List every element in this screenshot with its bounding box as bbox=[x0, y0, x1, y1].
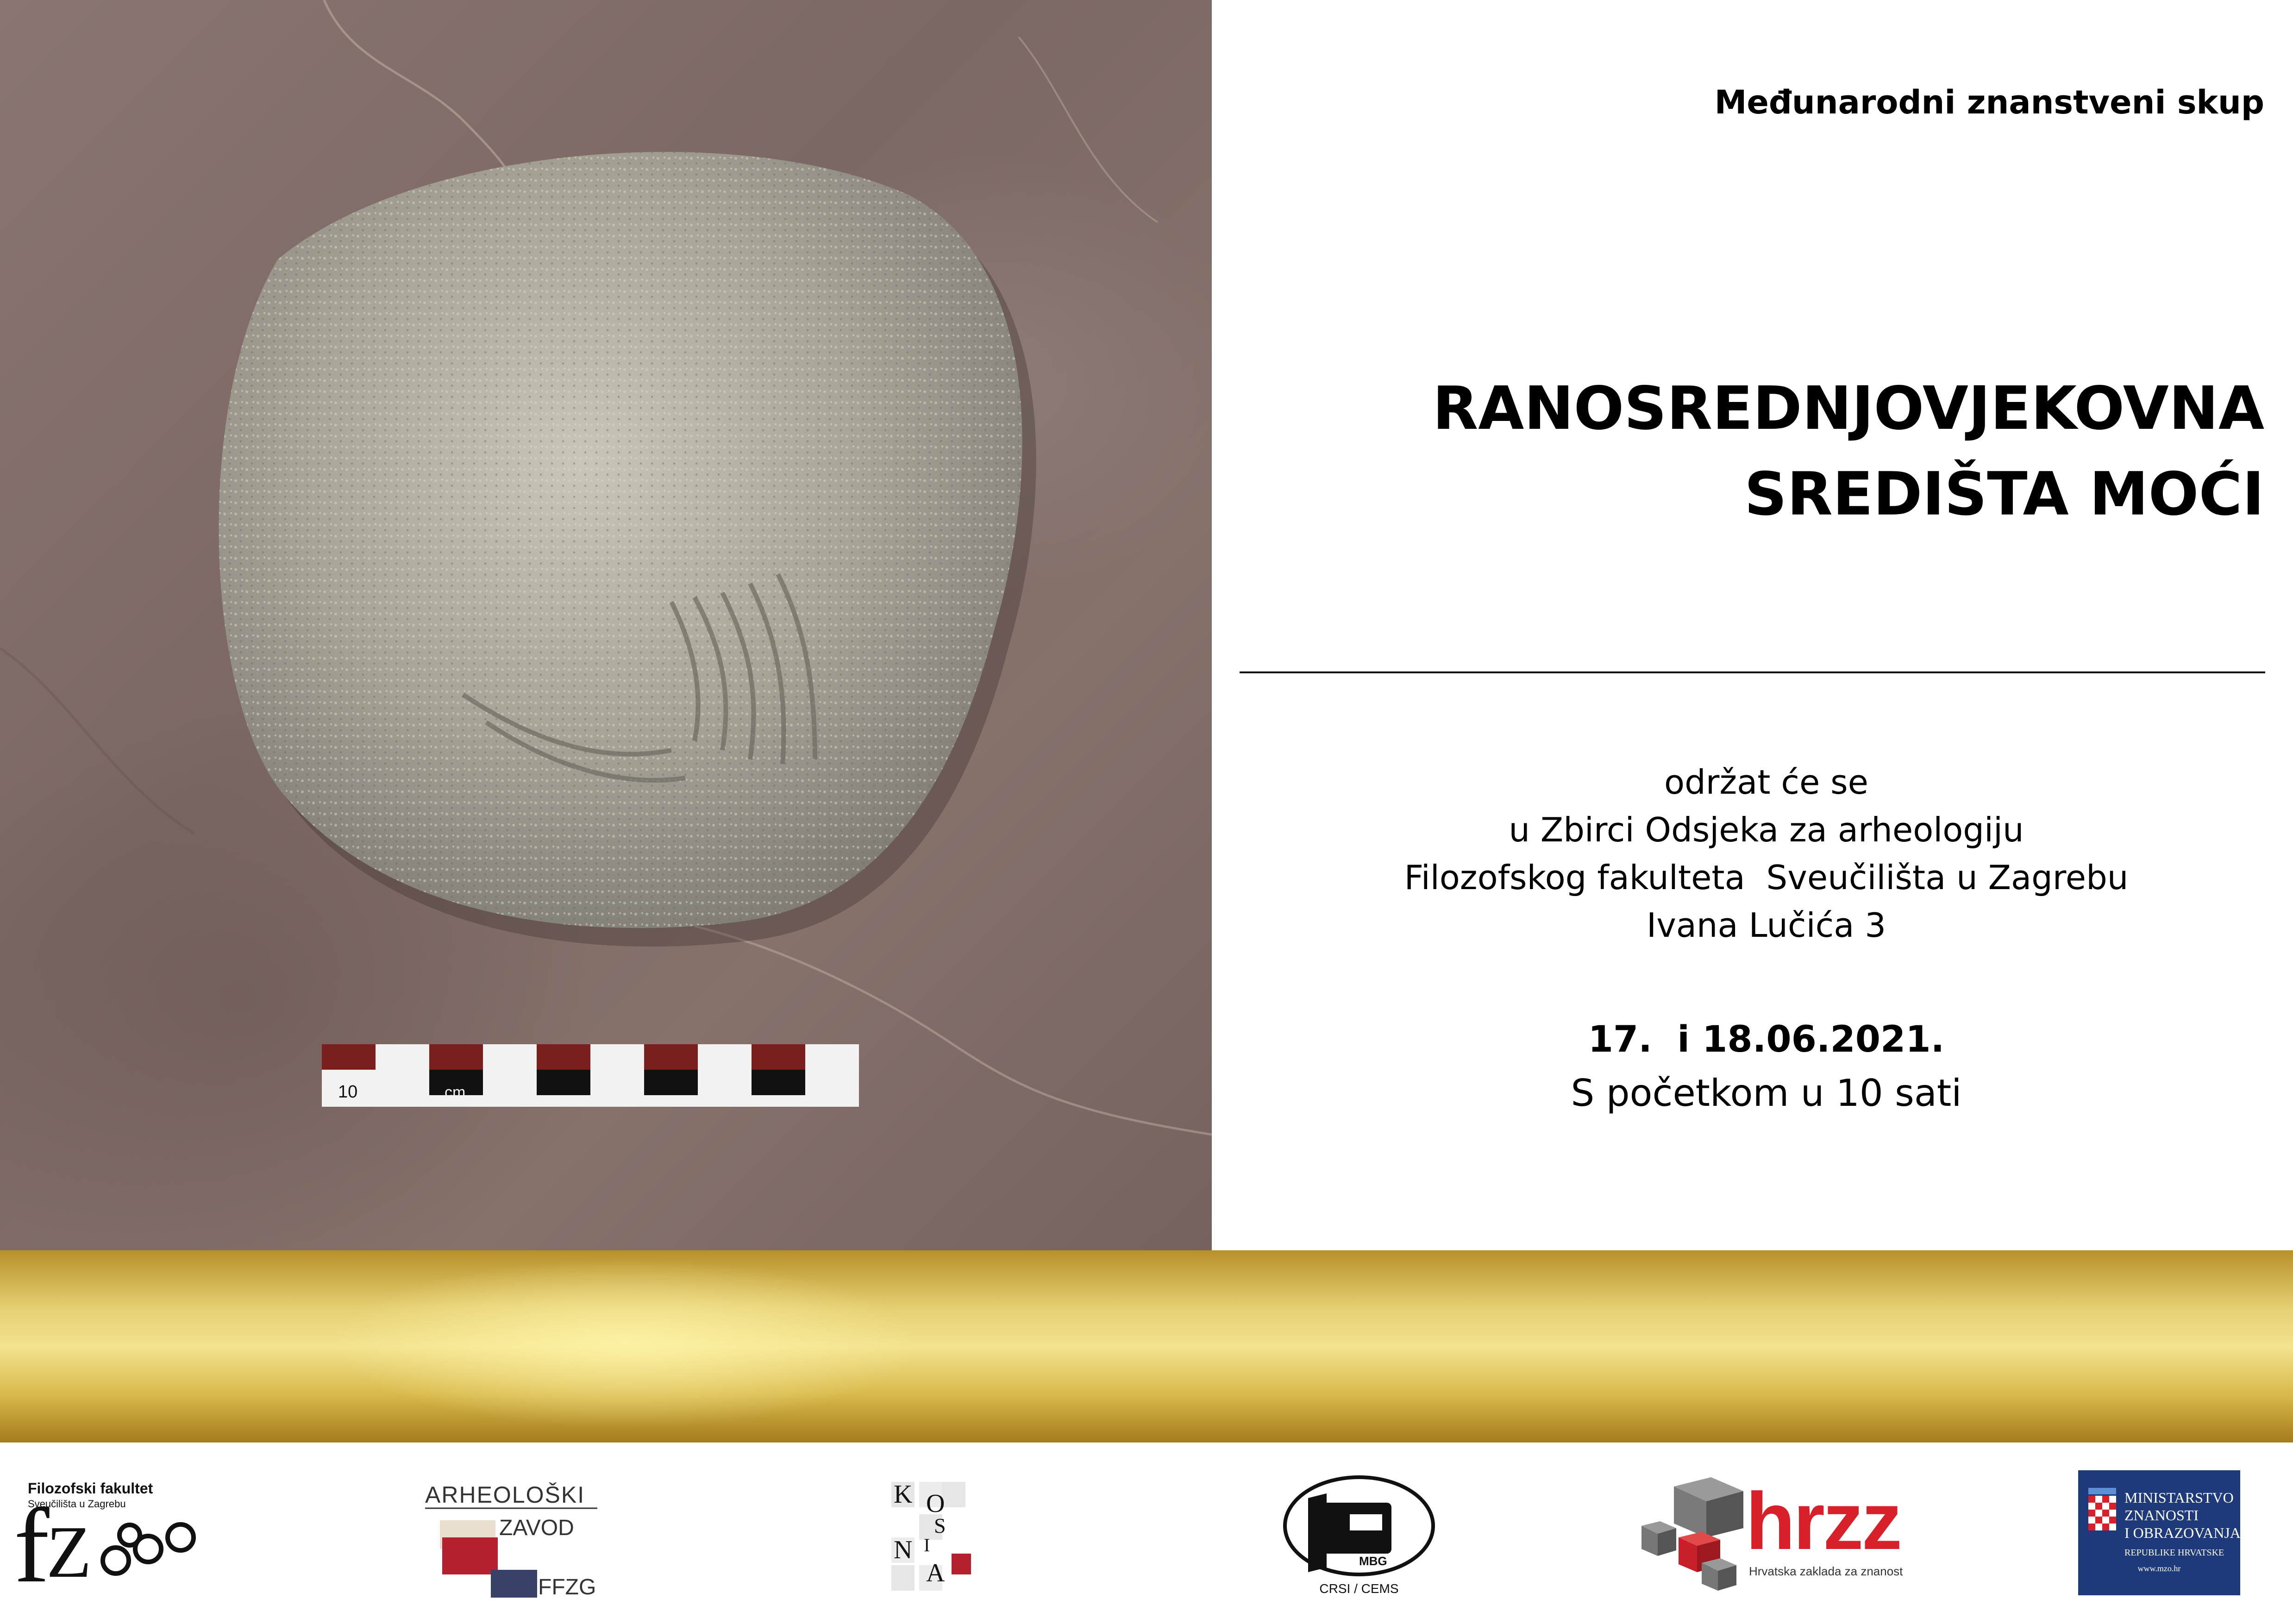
event-date: 17. i 18.06.2021. bbox=[1588, 1019, 1945, 1060]
hrzz-sub: Hrvatska zaklada za znanost bbox=[1749, 1564, 1903, 1578]
arheoloski-line-1: ARHEOLOŠKI bbox=[425, 1482, 585, 1508]
title-line-2: SREDIŠTA MOĆI bbox=[1744, 460, 2264, 529]
arheoloski-zavod-logo bbox=[421, 1480, 607, 1600]
arheoloski-line-3: FFZG bbox=[538, 1575, 596, 1599]
sponsor-logos bbox=[0, 1442, 2293, 1624]
mzo-line-3: I OBRAZOVANJA bbox=[2124, 1524, 2240, 1541]
crsi-caption: CRSI / CEMS bbox=[1319, 1581, 1399, 1596]
gold-band bbox=[0, 1250, 2293, 1442]
kosnia-s: S bbox=[934, 1514, 946, 1537]
svg-text:Z: Z bbox=[46, 1511, 92, 1593]
venue-block bbox=[1240, 759, 2293, 949]
title-line-1: RANOSREDNJOVJEKOVNA bbox=[1432, 374, 2264, 443]
arheoloski-line-2: ZAVOD bbox=[499, 1516, 574, 1540]
crsi-badge: MBG bbox=[1359, 1554, 1387, 1568]
venue-line-3: Filozofskog fakulteta Sveučilišta u Zagrebu bbox=[1404, 858, 2129, 897]
venue-line-1: održat će se bbox=[1664, 763, 1868, 802]
kosnia-i: I bbox=[924, 1535, 930, 1555]
venue-line-4: Ivana Lučića 3 bbox=[1646, 906, 1886, 945]
kosnia-n: N bbox=[894, 1536, 913, 1564]
svg-text:f: f bbox=[14, 1486, 50, 1595]
event-time: S početkom u 10 sati bbox=[1571, 1072, 1962, 1115]
ffzg-logo bbox=[14, 1475, 213, 1595]
crsi-cems-logo bbox=[1280, 1470, 1438, 1600]
mzo-logo bbox=[2078, 1470, 2240, 1595]
divider bbox=[1240, 671, 2265, 673]
mzo-line-2: ZNANOSTI bbox=[2124, 1507, 2199, 1524]
stone-artifact-illustration bbox=[0, 0, 1212, 1250]
kosnia-o: O bbox=[926, 1489, 945, 1518]
info-panel bbox=[1212, 0, 2293, 1250]
kosnia-a: A bbox=[926, 1559, 945, 1587]
kosnia-k: K bbox=[894, 1480, 913, 1509]
kosnia-logo bbox=[882, 1477, 989, 1593]
ffzg-sub: Sveučilišta u Zagrebu bbox=[28, 1498, 126, 1510]
hrzz-logo bbox=[1632, 1473, 1919, 1598]
scale-unit: cm bbox=[445, 1084, 466, 1101]
mzo-line-4: REPUBLIKE HRVATSKE bbox=[2124, 1548, 2224, 1558]
artifact-photo bbox=[0, 0, 1212, 1250]
venue-line-2: u Zbirci Odsjeka za arheologiju bbox=[1509, 810, 2024, 849]
event-title bbox=[1433, 366, 2264, 537]
event-type: Međunarodni znanstveni skup bbox=[1714, 83, 2264, 121]
measurement-scale bbox=[322, 1044, 859, 1107]
mzo-crest-icon bbox=[2088, 1488, 2116, 1530]
hrzz-name: hrzz bbox=[1746, 1476, 1900, 1567]
scale-number: 10 bbox=[338, 1082, 358, 1102]
mzo-line-1: MINISTARSTVO bbox=[2124, 1489, 2234, 1506]
mzo-url: www.mzo.hr bbox=[2137, 1564, 2181, 1573]
ffzg-name: Filozofski fakultet bbox=[28, 1480, 153, 1497]
